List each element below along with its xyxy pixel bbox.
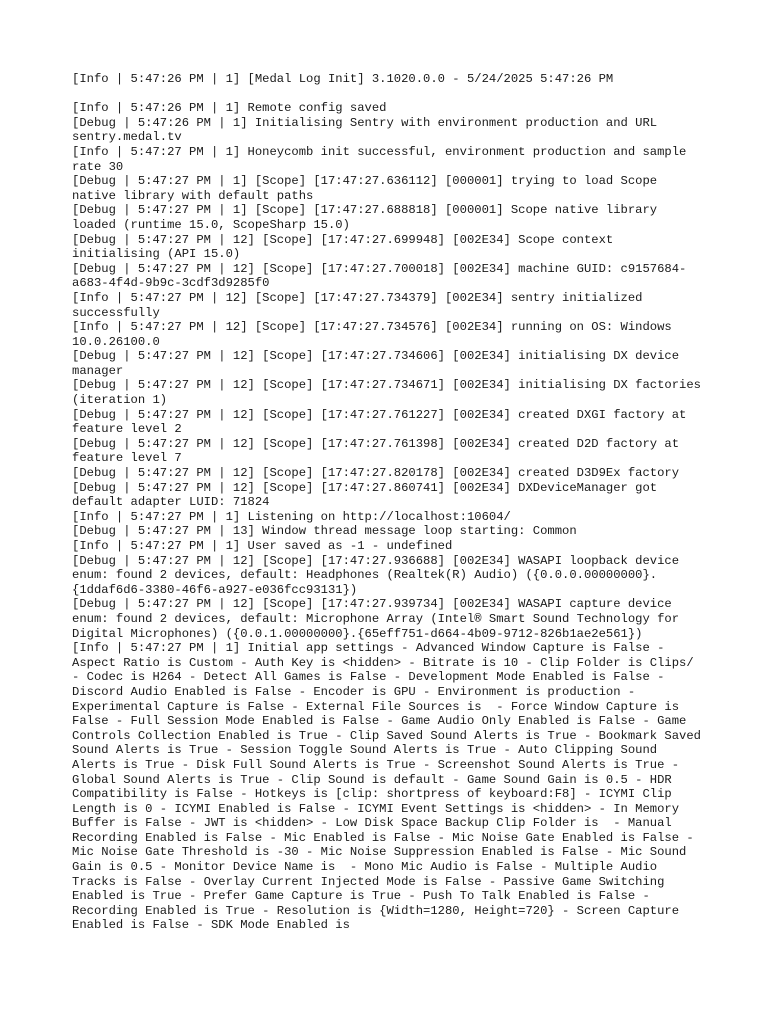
blank-line — [72, 87, 702, 102]
log-line: [Debug | 5:47:26 PM | 1] Initialising Sentry with environment production and URL sentry.medal.tv — [72, 115, 665, 145]
log-line: [Debug | 5:47:27 PM | 12] [Scope] [17:47:27.939734] [002E34] WASAPI capture device enum: found 2 devices, default: Microphone Array (Intel® Smart Sound Technology for Digital Microphones) ({0.0.1.00000000}.{65eff751-d664-4b09-9712-826b1ae2e561}) — [72, 597, 687, 641]
log-line: [Info | 5:47:27 PM | 1] User saved as -1 - undefined — [72, 539, 453, 553]
log-line: [Debug | 5:47:27 PM | 12] [Scope] [17:47:27.820178] [002E34] created D3D9Ex factory — [72, 466, 680, 481]
log-line: [Debug | 5:47:27 PM | 12] [Scope] [17:47:27.860741] [002E34] DXDeviceManager got default adapter LUID: 71824 — [72, 480, 665, 510]
log-line: [Debug | 5:47:27 PM | 12] [Scope] [17:47:27.936688] [002E34] WASAPI loopback device enum: found 2 devices, default: Headphones (Realtek(R) Audio) ({0.0.0.00000000}.{1ddaf6d6-3380-46f6-a927-e036fcc93131}) — [72, 553, 687, 597]
log-line: [Debug | 5:47:27 PM | 1] [Scope] [17:47:27.688818] [000001] Scope native library loaded (runtime 15.0, ScopeSharp 15.0) — [72, 203, 665, 232]
log-line: [Debug | 5:47:27 PM | 12] [Scope] [17:47:27.734671] [002E34] initialising DX factories (iteration 1) — [72, 378, 709, 408]
log-line: [Debug | 5:47:27 PM | 12] [Scope] [17:47:27.700018] [002E34] machine GUID: c9157684-a683-4f4d-9b9c-3cdf3d9285f0 — [72, 261, 687, 291]
log-line: [Debug | 5:47:27 PM | 12] [Scope] [17:47:27.761398] [002E34] created D2D factory at feature level 7 — [72, 436, 687, 466]
log-line: [Debug | 5:47:27 PM | 1] [Scope] [17:47:27.636112] [000001] trying to load Scope native library with default paths — [72, 174, 665, 203]
log-line: [Info | 5:47:27 PM | 12] [Scope] [17:47:27.734576] [002E34] running on OS: Windows 10.0.26100.0 — [72, 320, 680, 349]
log-line: [Info | 5:47:26 PM | 1] Remote config saved — [72, 101, 387, 116]
log-line: [Debug | 5:47:27 PM | 13] Window thread message loop starting: Common — [72, 524, 577, 539]
log-line: [Info | 5:47:27 PM | 1] Initial app settings - Advanced Window Capture is False - Aspect Ratio is Custom - Auth Key is <hidden> - Bitrate is 10 - Clip Folder is Clips/ - Codec is H264 - Detect All Games is False - Development Mode Enabled is False - Discord Audio Enabled is False - Encoder is GPU - Environment is production - Experimental Capture is False - External File Sources is - Force Window Capture is False - Full Session Mode Enabled is False - Game Audio Only Enabled is False - Game Controls Collection Enabled is True - Clip Saved Sound Alerts is True - Bookmark Saved Sound Alerts is True - Session Toggle Sound Alerts is True - Auto Clipping Sound Alerts is True - Disk Full Sound Alerts is True - Screenshot Sound Alerts is True - Global Sound Alerts is True - Clip Sound is default - Game Sound Gain is 0.5 - HDR Compatibility is False - Hotkeys is [clip: shortpress of keyboard:F8] - ICYMI Clip Length is 0 - ICYMI Enabled is False - ICYMI Event Settings is <hidden> - In Memory Buffer is False - JWT is <hidden> - Low Disk Space Backup Clip Folder is - Manual Recording Enabled is False - Mic Enabled is False - Mic Noise Gate Enabled is False - Mic Noise Gate Threshold is -30 - Mic Noise Suppression Enabled is False - Mic Sound Gain is 0.5 - Monitor Device Name is - Mono Mic Audio is False - Multiple Audio Tracks is False - Overlay Current Injected Mode is False - Passive Game Switching Enabled is True - Prefer Game Capture is True - Push To Talk Enabled is False - Recording Enabled is True - Resolution is {Width=1280, Height=720} - Screen Capture Enabled is False - SDK Mode Enabled is — [72, 641, 709, 933]
log-document — [72, 72, 709, 933]
log-line: [Debug | 5:47:27 PM | 12] [Scope] [17:47:27.761227] [002E34] created DXGI factory at feature level 2 — [72, 407, 694, 437]
log-line: [Info | 5:47:27 PM | 1] Honeycomb init successful, environment production and sample rate 30 — [72, 144, 694, 174]
log-line: [Debug | 5:47:27 PM | 12] [Scope] [17:47:27.699948] [002E34] Scope context initialising (API 15.0) — [72, 232, 621, 262]
log-line: [Info | 5:47:27 PM | 12] [Scope] [17:47:27.734379] [002E34] sentry initialized successfully — [72, 290, 650, 320]
log-line: [Info | 5:47:27 PM | 1] Listening on http://localhost:10604/ — [72, 509, 511, 524]
log-header-line: [Info | 5:47:26 PM | 1] [Medal Log Init] 3.1020.0.0 - 5/24/2025 5:47:26 PM — [72, 72, 614, 86]
log-line: [Debug | 5:47:27 PM | 12] [Scope] [17:47:27.734606] [002E34] initialising DX device manager — [72, 349, 687, 378]
